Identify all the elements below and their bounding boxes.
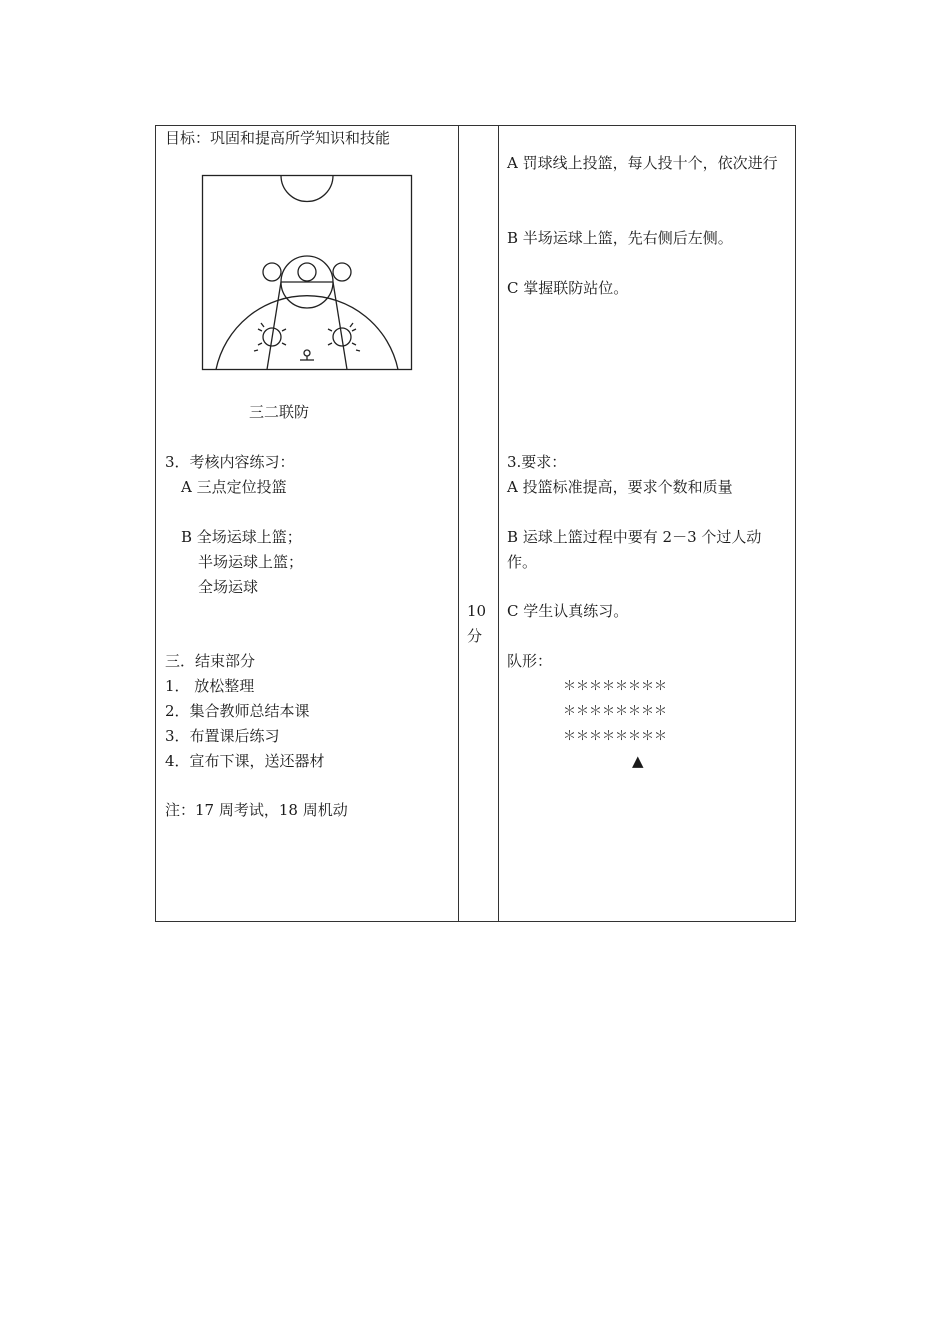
practice-a: A 罚球线上投篮，每人投十个，依次进行 — [507, 154, 778, 172]
goal-text: 目标：巩固和提高所学知识和技能 — [165, 129, 391, 147]
formation-row: ＊＊＊＊＊＊＊＊ — [563, 704, 668, 719]
ending-section-title: 三．结束部分 — [165, 652, 256, 670]
method-column — [499, 126, 796, 921]
exam-item-b1: B 全场运球上篮； — [181, 528, 302, 546]
requirement-b: B 运球上篮过程中要有 2－3 个过人动作。 — [507, 528, 762, 571]
formation-title: 队形： — [507, 652, 553, 670]
content-column — [156, 126, 458, 921]
ending-item: 3．布置课后练习 — [165, 727, 280, 745]
zone-defense-diagram — [201, 174, 413, 372]
requirement-c: C 学生认真练习。 — [507, 602, 629, 620]
ending-item: 4．宣布下课，送还器材 — [165, 752, 325, 770]
time-unit: 分 — [467, 627, 483, 645]
ending-item: 1． 放松整理 — [165, 677, 255, 695]
time-column — [459, 126, 498, 921]
time-value: 10 — [467, 602, 487, 620]
formation-row: ＊＊＊＊＊＊＊＊ — [563, 729, 668, 744]
exam-item-b3: 全场运球 — [198, 578, 259, 596]
exam-item-a: A 三点定位投篮 — [181, 478, 287, 496]
schedule-note: 注：17 周考试，18 周机动 — [165, 801, 348, 819]
section-3-title: 3．考核内容练习： — [165, 453, 295, 471]
practice-b: B 半场运球上篮，先右侧后左侧。 — [507, 229, 733, 247]
diagram-caption: 三二联防 — [249, 403, 310, 421]
exam-item-b2: 半场运球上篮； — [198, 553, 304, 571]
practice-c: C 掌握联防站位。 — [507, 279, 629, 297]
formation-row: ＊＊＊＊＊＊＊＊ — [563, 679, 668, 694]
requirements-title: 3.要求： — [507, 453, 567, 471]
requirement-a: A 投篮标准提高，要求个数和质量 — [507, 478, 733, 496]
teacher-marker-icon: ▲ — [632, 752, 644, 770]
ending-item: 2．集合教师总结本课 — [165, 702, 310, 720]
lesson-plan-table — [155, 125, 796, 922]
